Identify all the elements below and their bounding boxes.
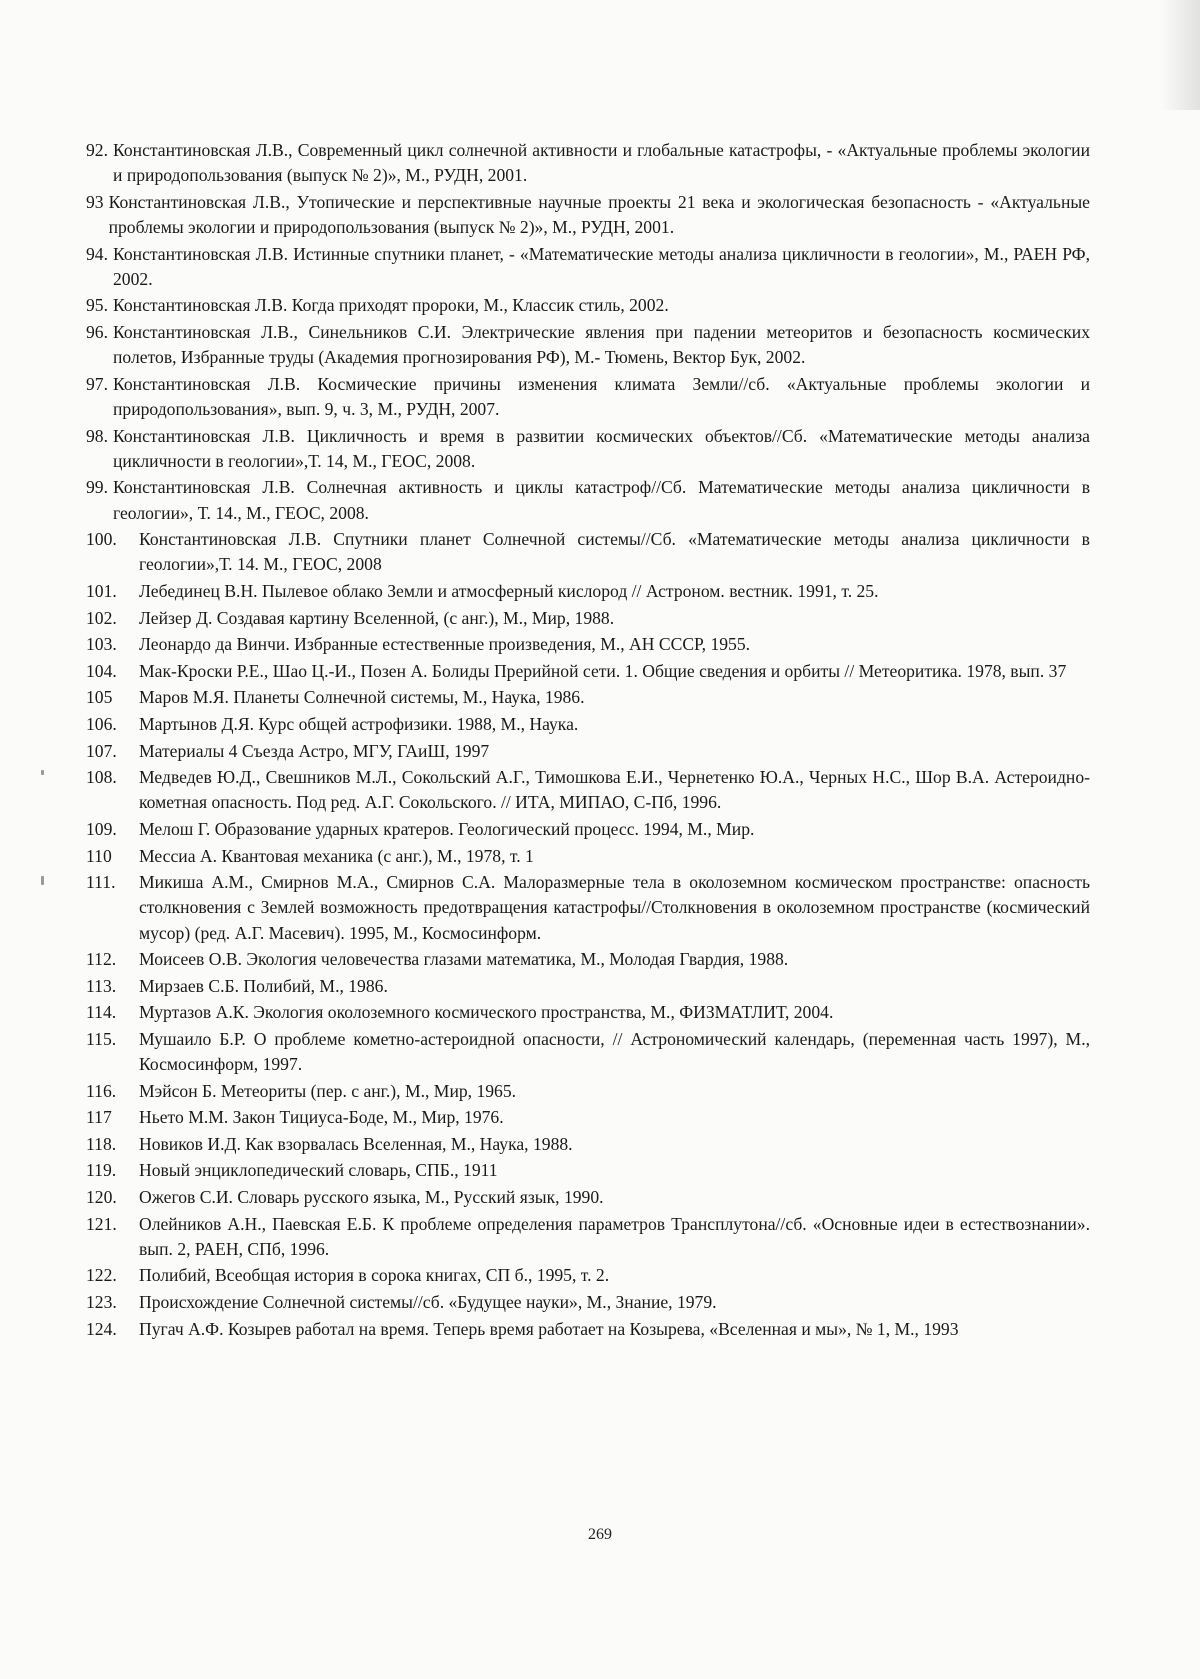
reference-item: [86, 372, 1090, 422]
reference-number: 107.: [86, 740, 117, 761]
reference-item: [86, 765, 1090, 815]
reference-number: 106.: [86, 713, 117, 734]
reference-number: 103.: [86, 634, 117, 655]
reference-number: 113.: [86, 975, 117, 996]
reference-item: [86, 1079, 1090, 1104]
reference-item: [86, 1290, 1090, 1315]
reference-text: Константиновская Л.В. Солнечная активность и циклы катастроф//Сб. Математические методы анализа цикличности в геологии», Т. 14., М., ГЕОС, 2008.: [113, 477, 1090, 523]
reference-text: Новый энциклопедический словарь, СПБ., 1911: [139, 1160, 498, 1181]
reference-number: 96.: [86, 321, 108, 342]
reference-item: [86, 606, 1090, 631]
reference-item: [86, 293, 1090, 318]
reference-item: [86, 1212, 1090, 1262]
reference-item: [86, 527, 1090, 577]
reference-number: 123.: [86, 1292, 117, 1313]
reference-number: 124.: [86, 1318, 117, 1339]
scan-edge-shadow: [1160, 0, 1200, 110]
reference-item: [86, 659, 1090, 684]
reference-text: Медведев Ю.Д., Свешников М.Л., Сокольский А.Г., Тимошкова Е.И., Чернетенко Ю.А., Черных Н.С., Шор В.А. Астероидно-кометная опасность. Под ред. А.Г. Сокольского. // ИТА, МИПАО, С-Пб, 1996.: [139, 767, 1090, 813]
reference-item: [86, 712, 1090, 737]
reference-text: Мушаило Б.Р. О проблеме кометно-астероидной опасности, // Астрономический календарь, (переменная часть 1997), М., Космосинформ, 1997.: [139, 1028, 1090, 1075]
bibliography-list: [86, 138, 1090, 1343]
reference-text: Мессиа А. Квантовая механика (с анг.), М., 1978, т. 1: [139, 845, 534, 866]
reference-number: 117: [86, 1107, 112, 1128]
reference-item: [86, 1185, 1090, 1210]
reference-text: Пугач А.Ф. Козырев работал на время. Теперь время работает на Козырева, «Вселенная и мы», № 1, М., 1993: [139, 1318, 959, 1339]
reference-text: Полибий, Всеобщая история в сорока книгах, СП б., 1995, т. 2.: [139, 1265, 610, 1286]
reference-number: 121.: [86, 1213, 117, 1234]
reference-text: Леонардо да Винчи. Избранные естественные произведения, М., АН СССР, 1955.: [139, 634, 751, 655]
reference-number: 98.: [86, 425, 108, 446]
reference-number: 116.: [86, 1080, 117, 1101]
reference-number: 104.: [86, 660, 117, 681]
reference-number: 112.: [86, 949, 117, 970]
reference-text: Муртазов А.К. Экология околоземного космического пространства, М., ФИЗМАТЛИТ, 2004.: [139, 1002, 834, 1023]
reference-number: 109.: [86, 818, 117, 839]
reference-number: 120.: [86, 1187, 117, 1208]
reference-text: Лебединец В.Н. Пылевое облако Земли и атмосферный кислород // Астроном. вестник. 1991, т. 25.: [139, 580, 879, 601]
reference-text: Олейников А.Н., Паевская Е.Б. К проблеме определения параметров Трансплутона//сб. «Основные идеи в естествознании». вып. 2, РАЕН, СПб, 1996.: [139, 1213, 1090, 1259]
reference-number: 95.: [86, 295, 108, 316]
reference-number: 97.: [86, 373, 108, 394]
reference-item: [86, 579, 1090, 604]
reference-item: [86, 947, 1090, 972]
reference-number: 119.: [86, 1160, 117, 1181]
reference-number: 122.: [86, 1265, 117, 1286]
reference-text: Микиша А.М., Смирнов М.А., Смирнов С.А. Малоразмерные тела в околоземном космическом пространстве: опасность столкновения с Землей возможность предотвращения катастрофы//Столкновения в околоземном пространстве (космический мусор) (ред. А.Г. Масевич). 1995, М., Космосинформ.: [139, 872, 1090, 943]
reference-item: [86, 632, 1090, 657]
scan-speck: [41, 770, 44, 775]
reference-text: Материалы 4 Съезда Астро, МГУ, ГАиШ, 1997: [139, 740, 490, 761]
reference-item: [86, 685, 1090, 710]
reference-text: Константиновская Л.В., Утопические и перспективные научные проекты 21 века и экологическая безопасность - «Актуальные проблемы экологии и природопользования (выпуск № 2)», М., РУДН, 2001.: [108, 191, 1090, 237]
reference-number: 118.: [86, 1133, 117, 1154]
reference-item: [86, 870, 1090, 946]
reference-item: [86, 320, 1090, 370]
reference-item: [86, 190, 1090, 240]
reference-item: [86, 1317, 1090, 1342]
reference-text: Мартынов Д.Я. Курс общей астрофизики. 1988, М., Наука.: [139, 713, 579, 734]
reference-item: [86, 475, 1090, 525]
reference-text: Лейзер Д. Создавая картину Вселенной, (с анг.), М., Мир, 1988.: [139, 607, 615, 628]
reference-item: [86, 1158, 1090, 1183]
reference-text: Моисеев О.В. Экология человечества глазами математика, М., Молодая Гвардия, 1988.: [139, 949, 789, 970]
page-number: 269: [588, 1526, 612, 1543]
reference-number: 114.: [86, 1002, 117, 1023]
reference-number: 100.: [86, 529, 117, 550]
reference-number: 93: [86, 191, 104, 212]
reference-text: Ньето М.М. Закон Тициуса-Боде, М., Мир, 1976.: [139, 1107, 504, 1128]
reference-item: [86, 817, 1090, 842]
reference-number: 108.: [86, 767, 117, 788]
reference-item: [86, 1263, 1090, 1288]
reference-text: Константиновская Л.В. Космические причины изменения климата Земли//сб. «Актуальные проблемы экологии и природопользования», вып. 9, ч. 3, М., РУДН, 2007.: [113, 373, 1090, 419]
reference-text: Происхождение Солнечной системы//сб. «Будущее науки», М., Знание, 1979.: [139, 1292, 717, 1313]
reference-text: Мелош Г. Образование ударных кратеров. Геологический процесс. 1994, М., Мир.: [139, 818, 755, 839]
reference-item: [86, 739, 1090, 764]
reference-number: 102.: [86, 607, 117, 628]
reference-text: Константиновская Л.В., Современный цикл солнечной активности и глобальные катастрофы, - «Актуальные проблемы экологии и природопользования (выпуск № 2)», М., РУДН, 2001.: [113, 140, 1090, 186]
reference-text: Константиновская Л.В., Синельников С.И. Электрические явления при падении метеоритов и безопасность космических полетов, Избранные труды (Академия прогнозирования РФ), М.- Тюмень, Вектор Бук, 2002.: [113, 321, 1090, 368]
reference-number: 99.: [86, 477, 108, 498]
reference-item: [86, 1027, 1090, 1077]
reference-text: Константиновская Л.В. Истинные спутники планет, - «Математические методы анализа цикличности в геологии», М., РАЕН РФ, 2002.: [113, 243, 1090, 289]
reference-item: [86, 1105, 1090, 1130]
reference-number: 115.: [86, 1028, 117, 1049]
reference-item: [86, 974, 1090, 999]
reference-item: [86, 1132, 1090, 1157]
reference-item: [86, 242, 1090, 292]
reference-number: 94.: [86, 243, 108, 264]
reference-text: Маров М.Я. Планеты Солнечной системы, М., Наука, 1986.: [139, 687, 585, 708]
reference-text: Новиков И.Д. Как взорвалась Вселенная, М., Наука, 1988.: [139, 1133, 573, 1154]
reference-number: 110: [86, 845, 112, 866]
reference-text: Мирзаев С.Б. Полибий, М., 1986.: [139, 975, 388, 996]
reference-number: 101.: [86, 580, 117, 601]
reference-item: [86, 138, 1090, 188]
reference-text: Константиновская Л.В. Цикличность и время в развитии космических объектов//Сб. «Математические методы анализа цикличности в геологии»,Т. 14, М., ГЕОС, 2008.: [113, 425, 1090, 471]
reference-text: Константиновская Л.В. Когда приходят пророки, М., Классик стиль, 2002.: [113, 295, 669, 316]
reference-item: [86, 1000, 1090, 1025]
scan-speck: [41, 876, 44, 885]
reference-item: [86, 424, 1090, 474]
reference-text: Мэйсон Б. Метеориты (пер. с анг.), М., Мир, 1965.: [139, 1080, 517, 1101]
reference-number: 92.: [86, 140, 108, 160]
reference-text: Мак-Кроски Р.Е., Шао Ц.-И., Позен А. Болиды Прерийной сети. 1. Общие сведения и орбиты // Метеоритика. 1978, вып. 37: [139, 660, 1067, 681]
reference-text: Константиновская Л.В. Спутники планет Солнечной системы//Сб. «Математические методы анализа цикличности в геологии»,Т. 14. М., ГЕОС, 2008: [139, 529, 1090, 575]
reference-number: 111.: [86, 872, 116, 893]
reference-text: Ожегов С.И. Словарь русского языка, М., Русский язык, 1990.: [139, 1187, 604, 1208]
reference-item: [86, 844, 1090, 869]
reference-number: 105: [86, 687, 113, 708]
